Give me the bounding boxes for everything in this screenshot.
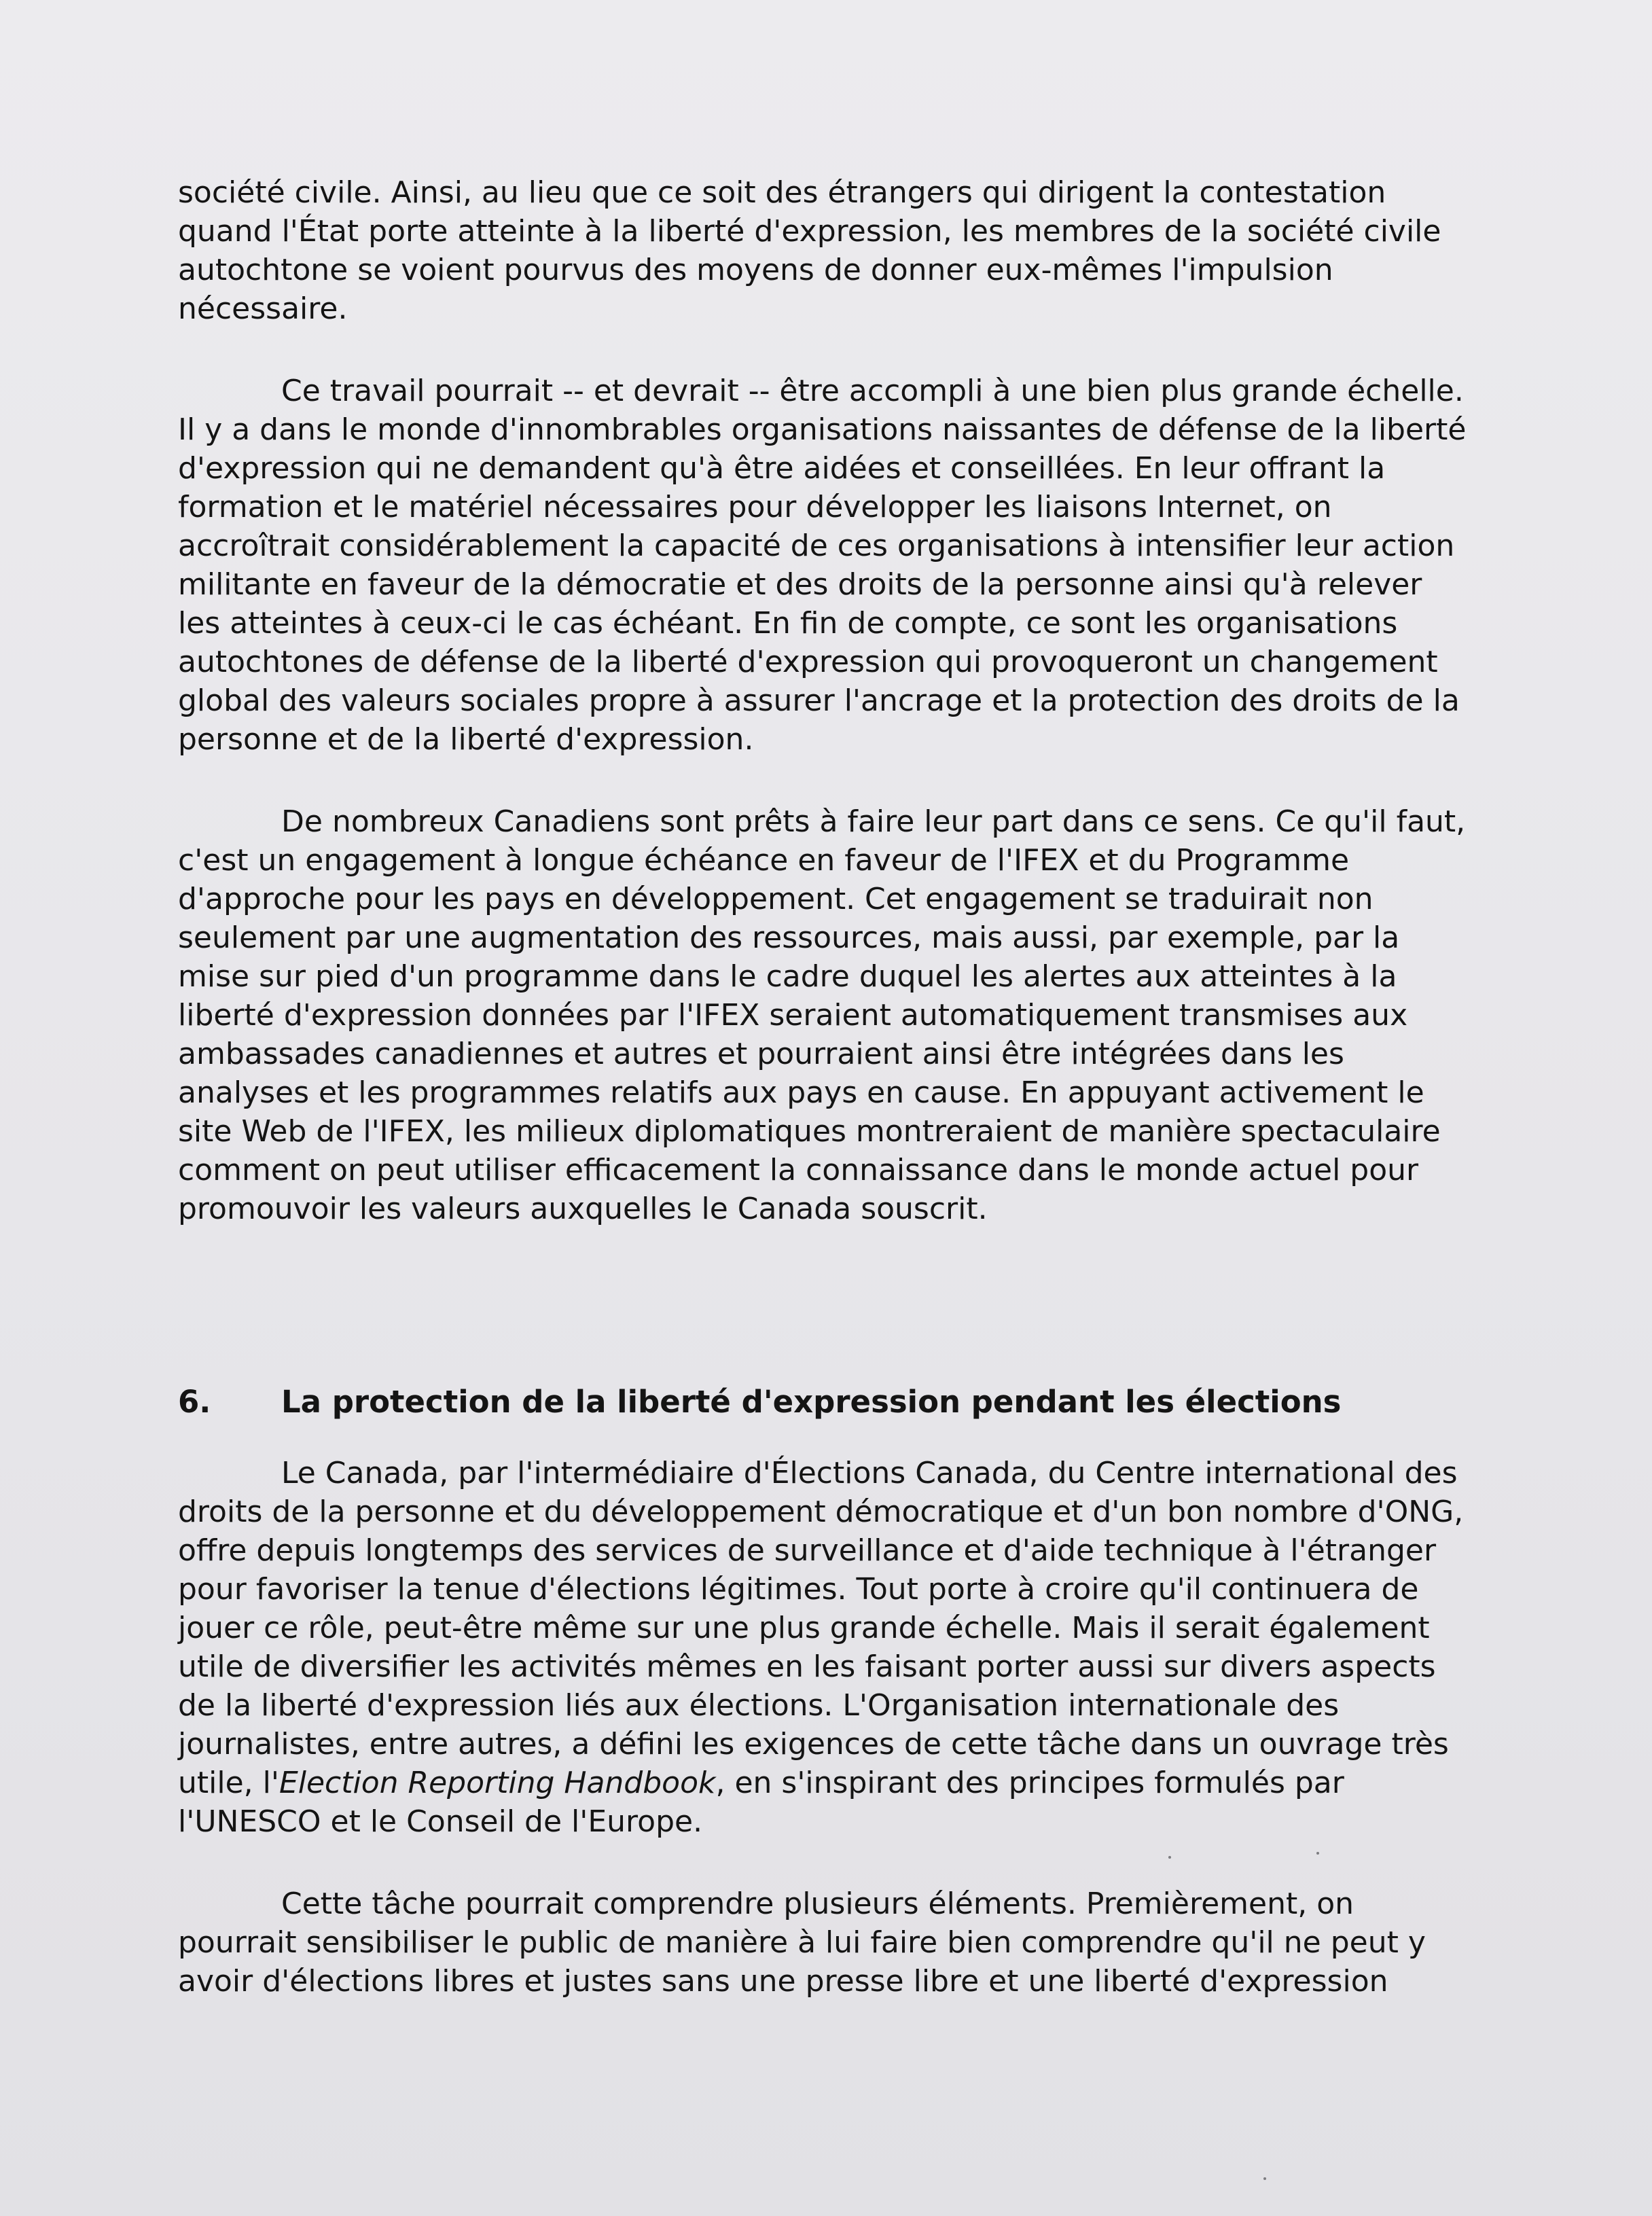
- paragraph-continuation: société civile. Ainsi, au lieu que ce soit des étrangers qui dirigent la contestation quand l'État porte atteinte à la liberté d'expression, les membres de la société civile autochtone se voient pourvus des moyens de donner eux-mêmes l'impulsion nécessaire.: [178, 175, 1441, 326]
- scan-speck: [1316, 1852, 1319, 1855]
- section-title: La protection de la liberté d'expression pendant les élections: [281, 1384, 1342, 1420]
- body-text-upper: [178, 173, 1469, 1228]
- paragraph-task-elements: Cette tâche pourrait comprendre plusieurs éléments. Premièrement, on pourrait sensibiliser le public de manière à lui faire bien comprendre qu'il ne peut y avoir d'élections libres et justes sans une presse libre et une liberté d'expression: [178, 1887, 1426, 1999]
- section-heading: [178, 1382, 1341, 1421]
- section-number: 6.: [178, 1384, 211, 1420]
- paragraph-elections-end: , en s'inspirant des principes formulés par l'UNESCO et le Conseil de l'Europe.: [178, 1766, 1344, 1839]
- handbook-title: Election Reporting Handbook: [279, 1766, 716, 1800]
- body-text-lower: [178, 1454, 1469, 2001]
- scan-speck: [1263, 2177, 1266, 2180]
- scan-speck: [1168, 1856, 1171, 1859]
- paragraph-elections-canada: [178, 1454, 1469, 1841]
- paragraph-scale-of-work: Ce travail pourrait -- et devrait -- être accompli à une bien plus grande échelle. Il y a dans le monde d'innombrables organisations naissantes de défense de la liberté d'expression qui ne demandent qu'à être aidées et conseillées. En leur offrant la formation et le matériel nécessaires pour développer les liaisons Internet, on accroîtrait considérablement la capacité de ces organisations à intensifier leur action militante en faveur de la démocratie et des droits de la personne ainsi qu'à relever les atteintes à ceux-ci le cas échéant. En fin de compte, ce sont les organisations autochtones de défense de la liberté d'expression qui provoqueront un changement global des valeurs sociales propre à assurer l'ancrage et la protection des droits de la personne et de la liberté d'expression.: [178, 374, 1467, 757]
- paragraph-elections-text: Le Canada, par l'intermédiaire d'Élections Canada, du Centre international des droits de la personne et du développement démocratique et d'un bon nombre d'ONG, offre depuis longtemps des services de surveillance et d'aide technique à l'étranger pour favoriser la tenue d'élections légitimes. Tout porte à croire qu'il continuera de jouer ce rôle, peut-être même sur une plus grande échelle. Mais il serait également utile de diversifier les activités mêmes en les faisant porter aussi sur divers aspects de la liberté d'expression liés aux élections. L'Organisation internationale des journalistes, entre autres, a défini les exigences de cette tâche dans un ouvrage très utile, l': [178, 1456, 1464, 1800]
- paragraph-canadian-commitment: De nombreux Canadiens sont prêts à faire leur part dans ce sens. Ce qu'il faut, c'est un engagement à longue échéance en faveur de l'IFEX et du Programme d'approche pour les pays en développement. Cet engagement se traduirait non seulement par une augmentation des ressources, mais aussi, par exemple, par la mise sur pied d'un programme dans le cadre duquel les alertes aux atteintes à la liberté d'expression données par l'IFEX seraient automatiquement transmises aux ambassades canadiennes et autres et pourraient ainsi être intégrées dans les analyses et les programmes relatifs aux pays en cause. En appuyant activement le site Web de l'IFEX, les milieux diplomatiques montreraient de manière spectaculaire comment on peut utiliser efficacement la connaissance dans le monde actuel pour promouvoir les valeurs auxquelles le Canada souscrit.: [178, 804, 1466, 1226]
